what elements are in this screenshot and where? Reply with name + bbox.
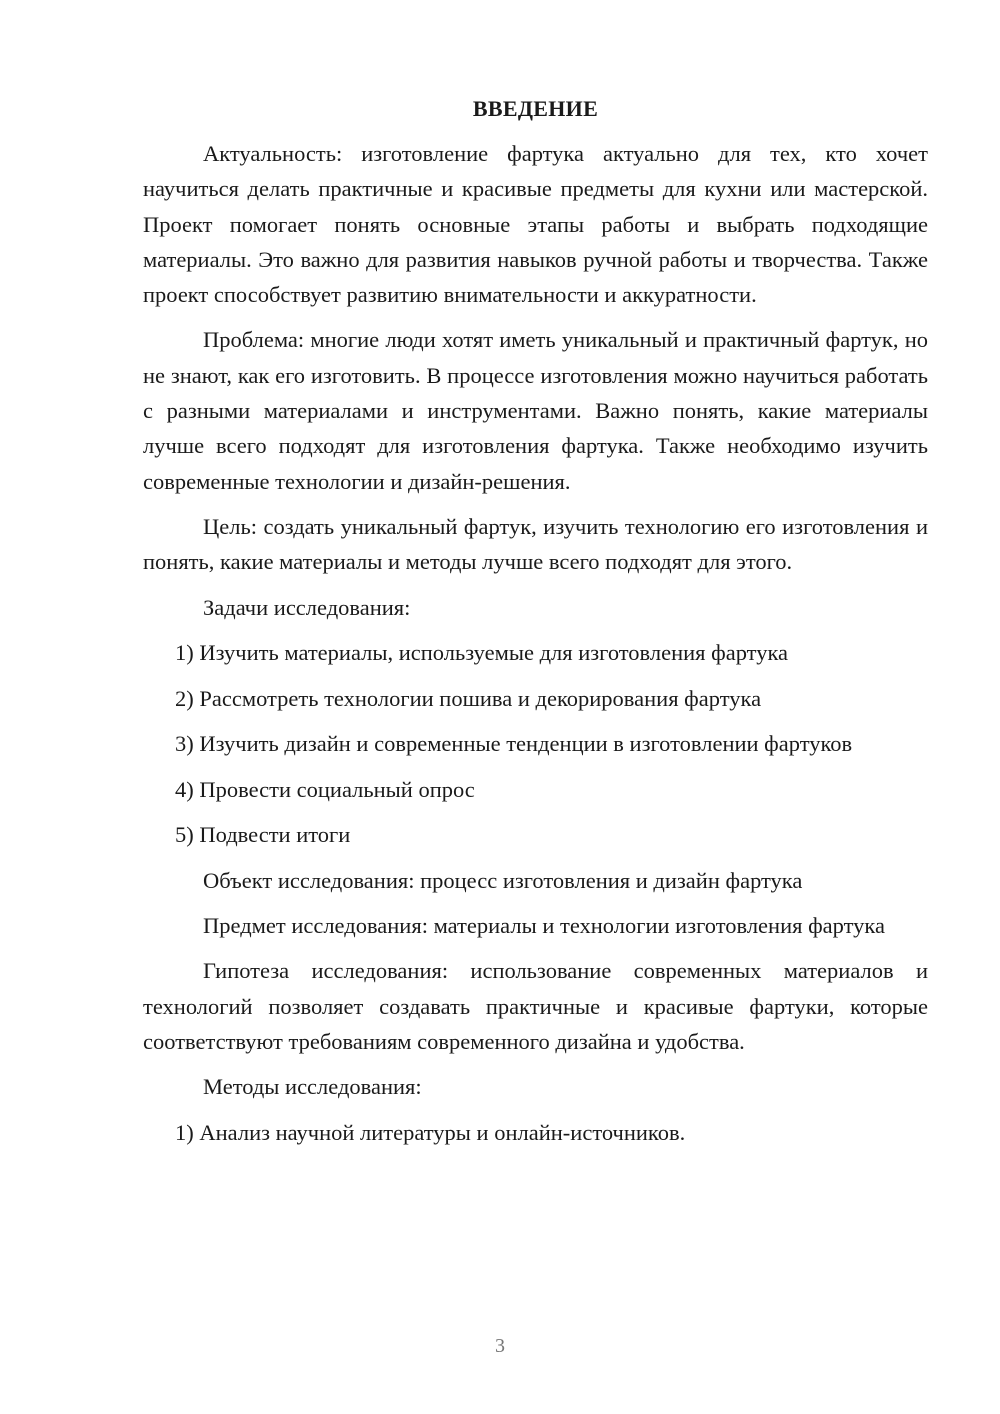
- page-title: ВВЕДЕНИЕ: [472, 96, 599, 121]
- list-item: 1) Изучить материалы, используемые для изготовления фартука: [175, 640, 789, 666]
- research-object: Объект исследования: процесс изготовления и дизайн фартука: [203, 867, 803, 893]
- list-item: 4) Провести социальный опрос: [175, 776, 475, 802]
- list-item: 1) Анализ научной литературы и онлайн-источников.: [175, 1119, 686, 1145]
- research-hypothesis: Гипотеза исследования: использование современных материалов и технологий позволяет создавать практичные и красивые фартуки, которые соответствуют требованиям современного дизайна и удобства.: [143, 958, 928, 1054]
- research-subject: Предмет исследования: материалы и технологии изготовления фартука: [203, 913, 885, 939]
- methods-heading: Методы исследования:: [203, 1074, 422, 1100]
- list-item: 3) Изучить дизайн и современные тенденции в изготовлении фартуков: [175, 731, 853, 757]
- relevance-paragraph: Актуальность: изготовление фартука актуально для тех, кто хочет научиться делать практичные и красивые предметы для кухни или мастерской. Проект помогает понять основные этапы работы и выбрать подходящие материалы. Это важно для развития навыков ручной работы и творчества. Также проект способствует развитию внимательности и аккуратности.: [143, 141, 928, 308]
- tasks-list: [143, 635, 928, 852]
- tasks-heading: Задачи исследования:: [203, 594, 411, 620]
- document-page: [143, 96, 928, 1160]
- list-item: 2) Рассмотреть технологии пошива и декорирования фартука: [175, 685, 762, 711]
- goal-paragraph: Цель: создать уникальный фартук, изучить технологию его изготовления и понять, какие материалы и методы лучше всего подходят для этого.: [143, 513, 928, 575]
- problem-paragraph: Проблема: многие люди хотят иметь уникальный и практичный фартук, но не знают, как его изготовить. В процессе изготовления можно научиться работать с разными материалами и инструментами. Важно понять, какие материалы лучше всего подходят для изготовления фартука. Также необходимо изучить современные технологии и дизайн-решения.: [143, 327, 928, 494]
- list-item: 5) Подвести итоги: [175, 822, 351, 848]
- methods-list: [143, 1115, 928, 1150]
- page-number: 3: [495, 1335, 505, 1357]
